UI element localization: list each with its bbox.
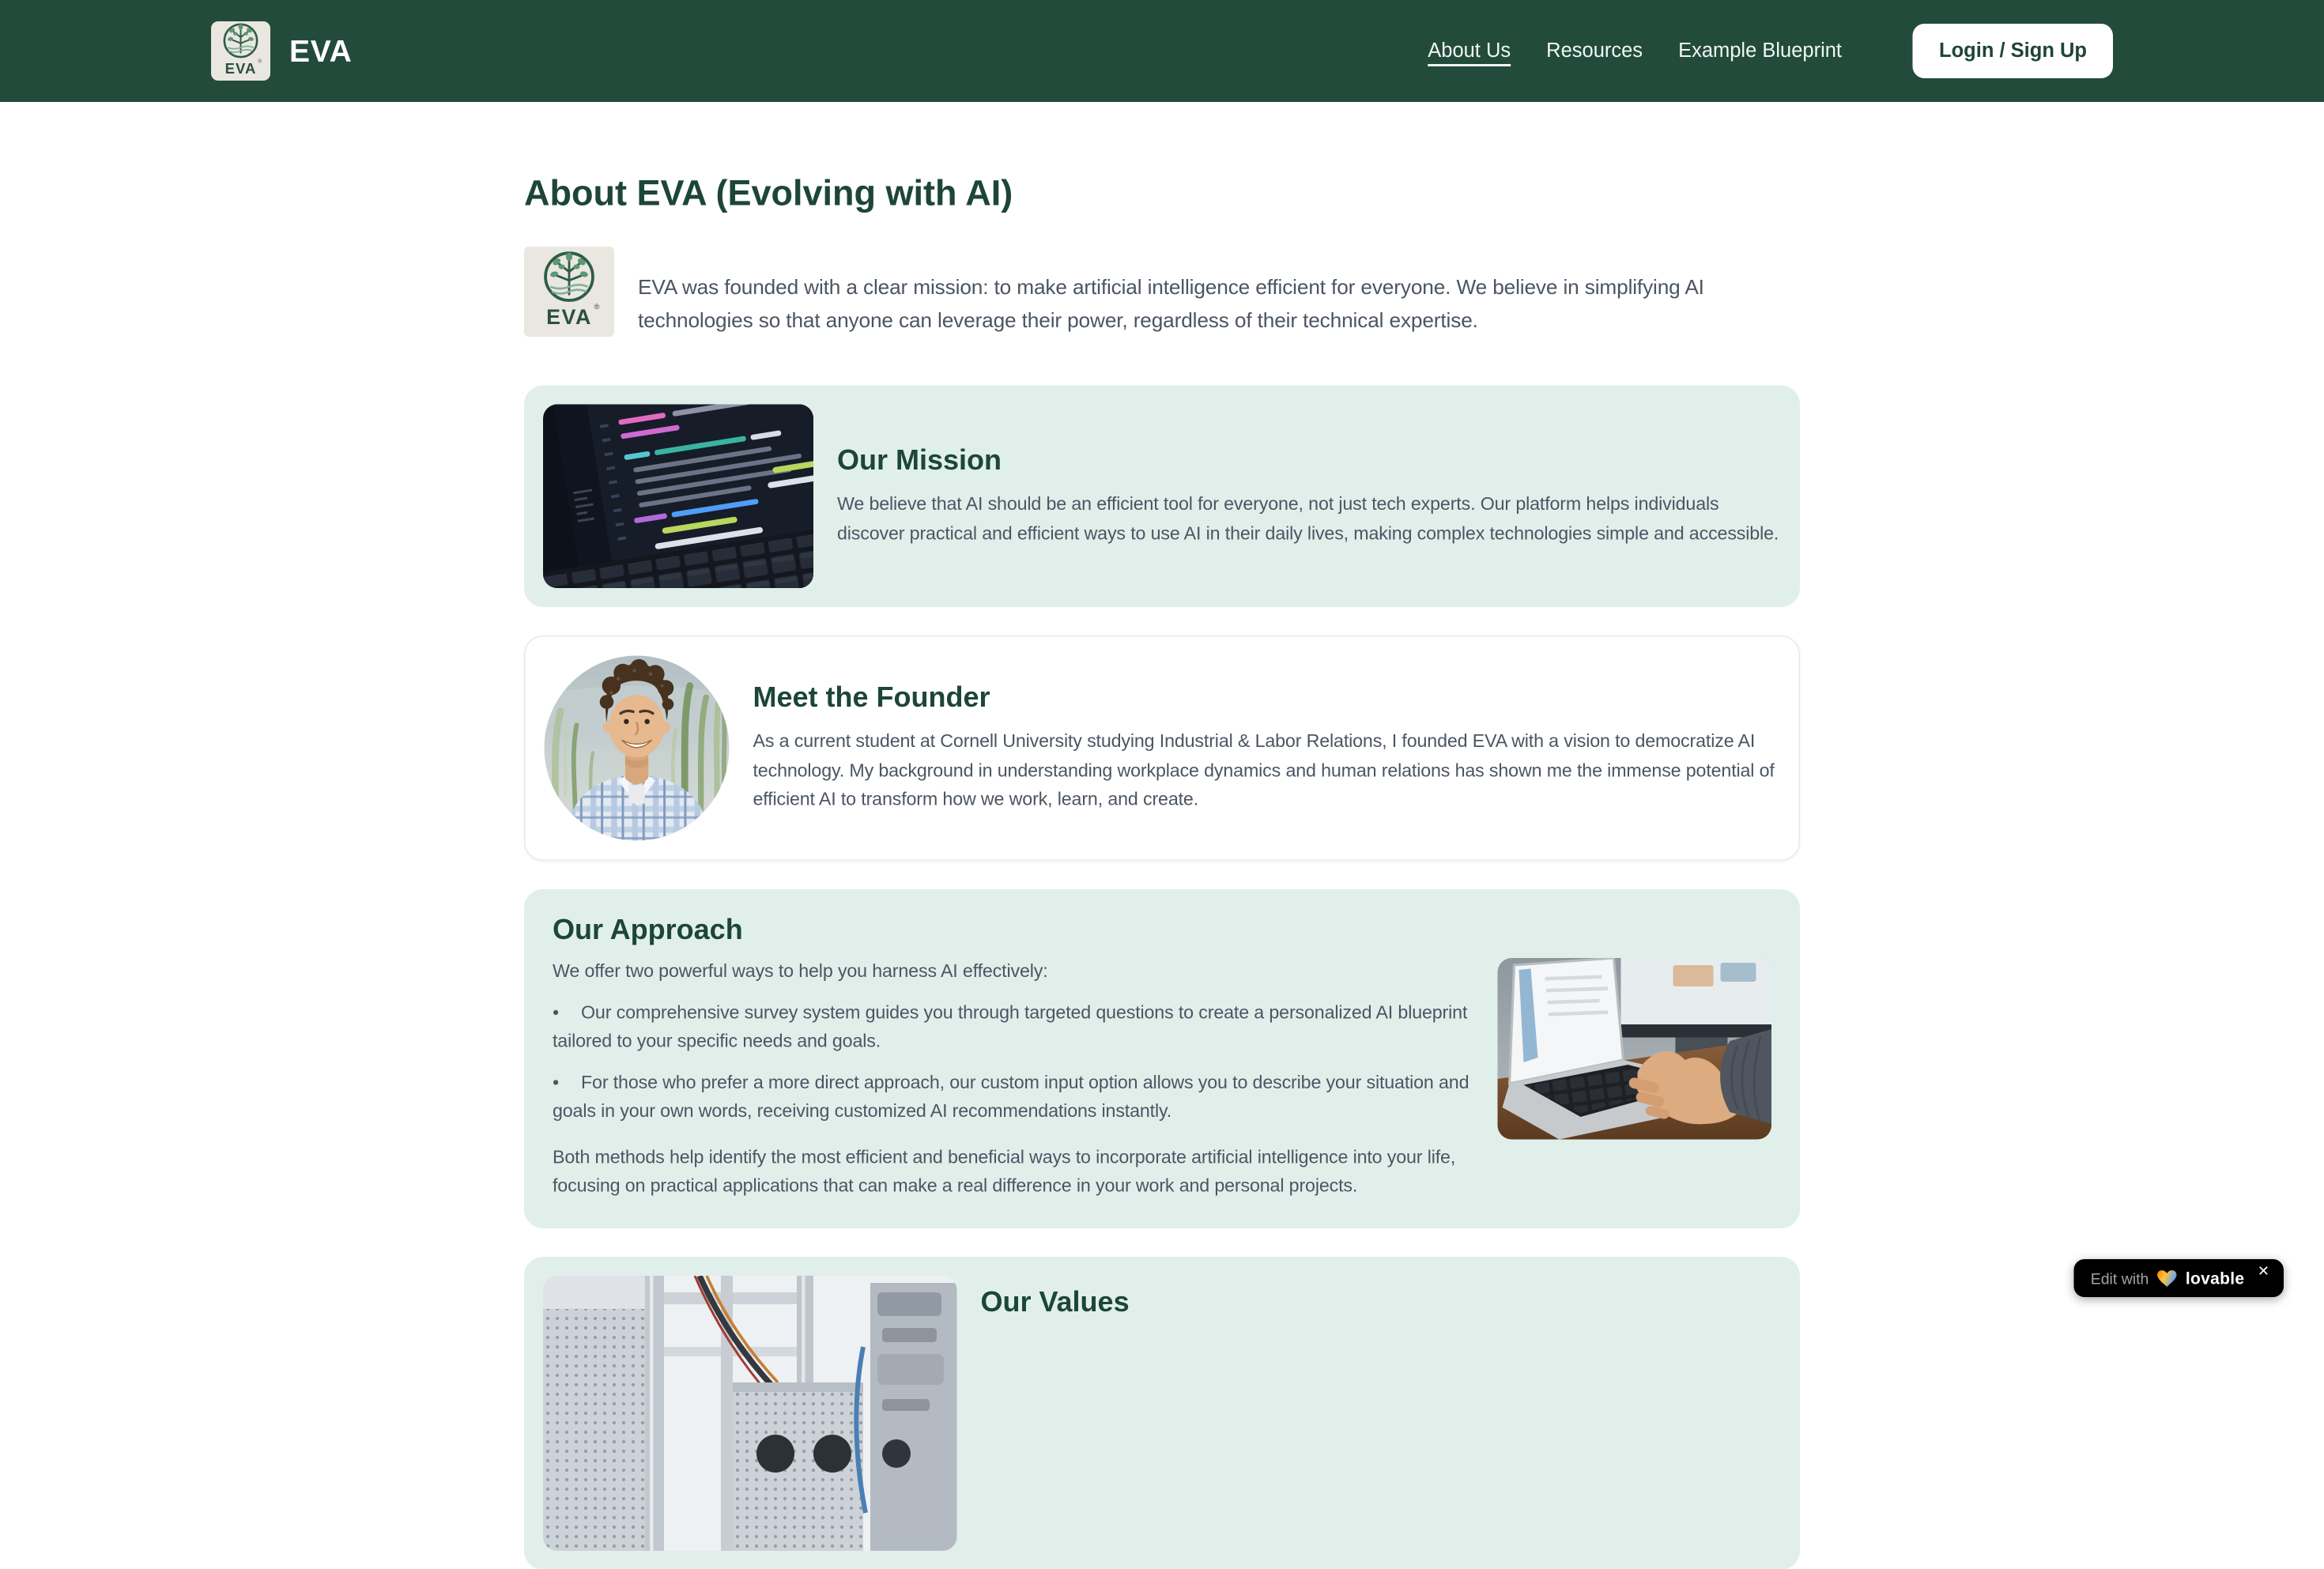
badge-brand-label: lovable — [2185, 1269, 2245, 1288]
values-industrial-image — [543, 1275, 957, 1550]
intro-section — [524, 247, 1800, 357]
bullet-icon: • — [553, 1002, 559, 1023]
page-title: About EVA (Evolving with AI) — [524, 174, 1013, 213]
logo-text: EVA — [546, 304, 592, 329]
brand-name: EVA — [289, 32, 353, 69]
main-content — [524, 173, 1800, 1569]
nav-link-about-us[interactable]: About Us — [1428, 39, 1511, 62]
brand-home-link[interactable] — [211, 21, 353, 81]
mission-card — [524, 386, 1800, 608]
login-signup-button[interactable]: Login / Sign Up — [1913, 24, 2113, 78]
badge-close-icon[interactable]: ✕ — [2257, 1262, 2269, 1280]
mission-code-image — [543, 405, 813, 589]
eva-logo-image — [524, 247, 614, 337]
approach-text-block — [553, 958, 1771, 1201]
logo-text: EVA — [224, 59, 257, 77]
founder-card — [524, 636, 1800, 861]
intro-paragraph: EVA was founded with a clear mission: to make artificial intelligence efficient for everyone. We believe in simplifying AI technologies so that anyone can leverage their power, regardless of their technical expertise. — [638, 274, 1704, 332]
approach-heading: Our Approach — [553, 914, 743, 946]
approach-laptop-image — [1498, 958, 1772, 1140]
top-navigation-bar — [0, 0, 2324, 102]
eva-logo-icon — [211, 21, 270, 81]
approach-intro: We offer two powerful ways to help you harness AI effectively: — [553, 961, 1048, 982]
founder-body: As a current student at Cornell University studying Industrial & Labor Relations, I founded EVA with a vision to democratize AI technology. My background in understanding workplace dynamics and human relations has shown me the immense potential of efficient AI to transform how we work, learn, and create. — [753, 731, 1775, 810]
founder-heading: Meet the Founder — [753, 681, 990, 715]
values-card — [524, 1256, 1800, 1569]
nav-link-example-blueprint[interactable]: Example Blueprint — [1678, 39, 1843, 62]
mission-body: We believe that AI should be an efficient tool for everyone, not just tech experts. Our platform helps individuals discover practical and efficient ways to use AI in their daily lives, making complex technologies simple and accessible. — [837, 494, 1779, 544]
main-nav — [1428, 24, 2113, 78]
edit-with-lovable-badge[interactable] — [2074, 1259, 2284, 1297]
founder-text-block — [753, 681, 1780, 815]
approach-bullet-2-text: For those who prefer a more direct approach, our custom input option allows you to describe your situation and goals in your own words, receiving customized AI recommendations instantly. — [553, 1072, 1469, 1122]
approach-card — [524, 889, 1800, 1228]
mission-text-block — [837, 443, 1781, 549]
approach-closing: Both methods help identify the most efficient and beneficial ways to incorporate artificial intelligence into your life, focusing on practical applications that can make a real difference in your work and personal projects. — [553, 1147, 1456, 1197]
bullet-icon: • — [553, 1072, 559, 1093]
mission-heading: Our Mission — [837, 444, 1002, 477]
founder-portrait-image — [545, 656, 730, 841]
values-heading: Our Values — [980, 1285, 1130, 1318]
lovable-heart-icon — [2157, 1269, 2178, 1288]
nav-link-resources[interactable]: Resources — [1546, 39, 1643, 62]
approach-bullet-1-text: Our comprehensive survey system guides you through targeted questions to create a personalized AI blueprint tailored to your specific needs and goals. — [553, 1002, 1468, 1052]
logo-registered-mark: ® — [594, 303, 600, 312]
badge-prefix-label: Edit with — [2090, 1269, 2149, 1288]
logo-registered-mark: ® — [258, 58, 262, 65]
